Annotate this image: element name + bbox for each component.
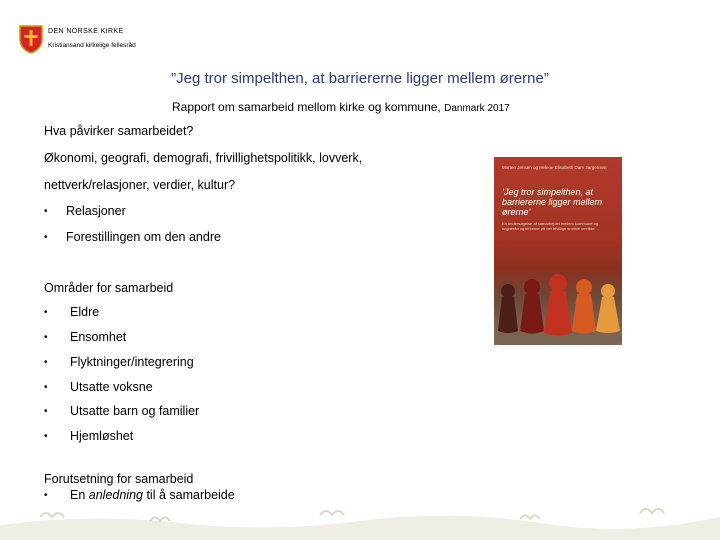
- bullet-marker: •: [44, 206, 48, 217]
- list-item: Relasjoner: [66, 204, 126, 218]
- church-logo-icon: [18, 24, 44, 54]
- section1-line1: Økonomi, geografi, demografi, frivillighetspolitikk, lovverk,: [44, 151, 363, 165]
- page-title: ”Jeg tror simpelthen, at barriererne ligger mellem ørerne”: [171, 70, 549, 87]
- list-item: Flyktninger/integrering: [70, 355, 194, 369]
- bullet-marker: •: [44, 357, 48, 368]
- book-cover-image: [494, 157, 622, 345]
- book-title: ‘Jeg tror simpelthen, at barriererne ligger mellem ørerne’: [502, 187, 603, 217]
- report-year: Danmark 2017: [444, 103, 510, 114]
- list-item-text: En: [70, 488, 89, 502]
- bullet-marker: •: [44, 332, 48, 343]
- report-subtitle-text: Rapport om samarbeid mellom kirke og kommune,: [172, 100, 445, 114]
- section1-line2: nettverk/relasjoner, verdier, kultur?: [44, 178, 236, 192]
- bullet-marker: •: [44, 490, 48, 501]
- footer-decoration: [0, 495, 720, 540]
- org-subtitle: Kristiansand kirkelige fellesråd: [48, 42, 136, 49]
- org-name: DEN NORSKE KIRKE: [48, 28, 124, 35]
- book-author: Morten Jensen og Helene Elisabeth Dam Jørgensen: [502, 165, 607, 170]
- game-pieces-illustration: [494, 265, 622, 345]
- section2-heading: Områder for samarbeid: [44, 281, 174, 295]
- bullet-marker: •: [44, 382, 48, 393]
- section3-heading: Forutsetning for samarbeid: [44, 472, 194, 486]
- list-item: Hjemløshet: [70, 429, 134, 443]
- list-item: Ensomhet: [70, 330, 127, 344]
- report-subtitle: [172, 100, 510, 114]
- bullet-marker: •: [44, 431, 48, 442]
- list-item-emphasis: anledning: [88, 488, 143, 502]
- list-item-text: til å samarbeide: [142, 488, 235, 502]
- bullet-marker: •: [44, 307, 48, 318]
- list-item: Utsatte barn og familier: [70, 404, 200, 418]
- bullet-marker: •: [44, 406, 48, 417]
- book-description: En undersøgelse af samarbejdet mellem kommune og sogneråd og kirkerne på det frivillige sociale område: [502, 221, 599, 231]
- bullet-marker: •: [44, 232, 48, 243]
- list-item: Utsatte voksne: [70, 380, 153, 394]
- section1-heading: Hva påvirker samarbeidet?: [44, 124, 194, 138]
- list-item: Eldre: [70, 305, 100, 319]
- list-item: Forestillingen om den andre: [66, 230, 221, 244]
